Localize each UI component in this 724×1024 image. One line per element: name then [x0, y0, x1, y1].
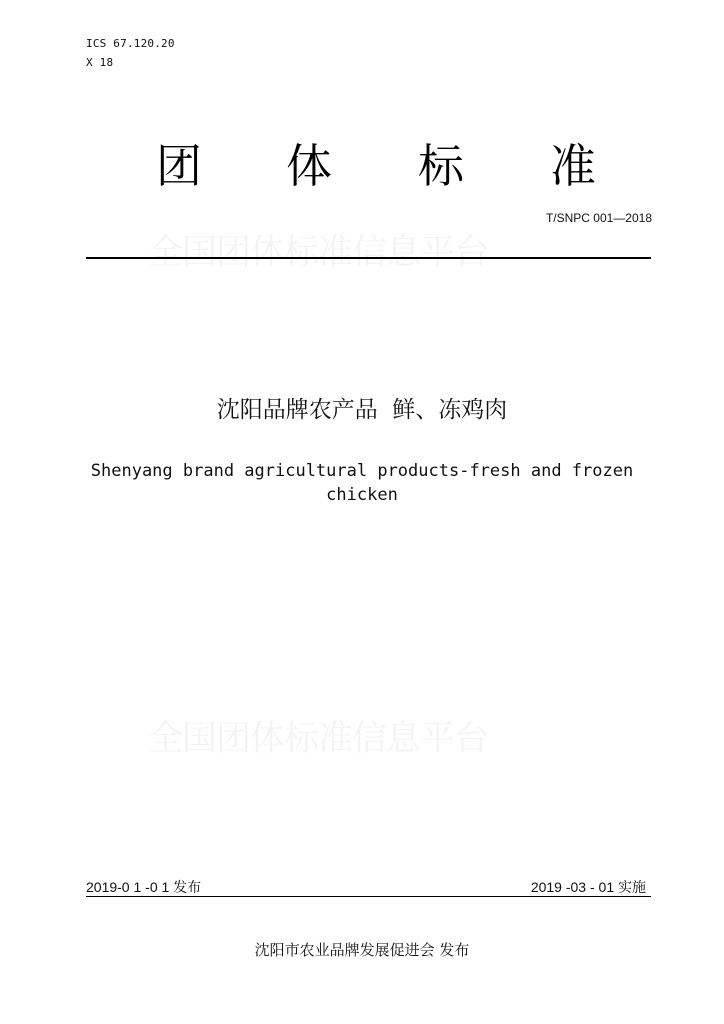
standard-type-char: 团: [156, 139, 202, 193]
header-divider: [86, 257, 651, 259]
publisher: 沈阳市农业品牌发展促进会 发布: [254, 941, 470, 959]
english-title: Shenyang brand agricultural products-fresh and frozen chicken: [90, 461, 634, 505]
chinese-title: 沈阳品牌农产品 鲜、冻鸡肉: [216, 397, 508, 423]
implementation-date: 2019 -03 - 01 实施: [530, 879, 646, 895]
standard-type-char: 体: [286, 139, 332, 193]
standard-type-char: 准: [550, 139, 596, 193]
watermark: [148, 233, 488, 273]
standard-type-char: 标: [418, 139, 464, 193]
issue-date: 2019-0 1 -0 1 发布: [86, 879, 202, 895]
standard-number: T/SNPC 001—2018: [545, 211, 652, 225]
footer-divider: [86, 896, 651, 897]
ics-code: ICS 67.120.20: [86, 37, 175, 50]
watermark: [148, 719, 488, 759]
classification-code: X 18: [86, 56, 114, 69]
